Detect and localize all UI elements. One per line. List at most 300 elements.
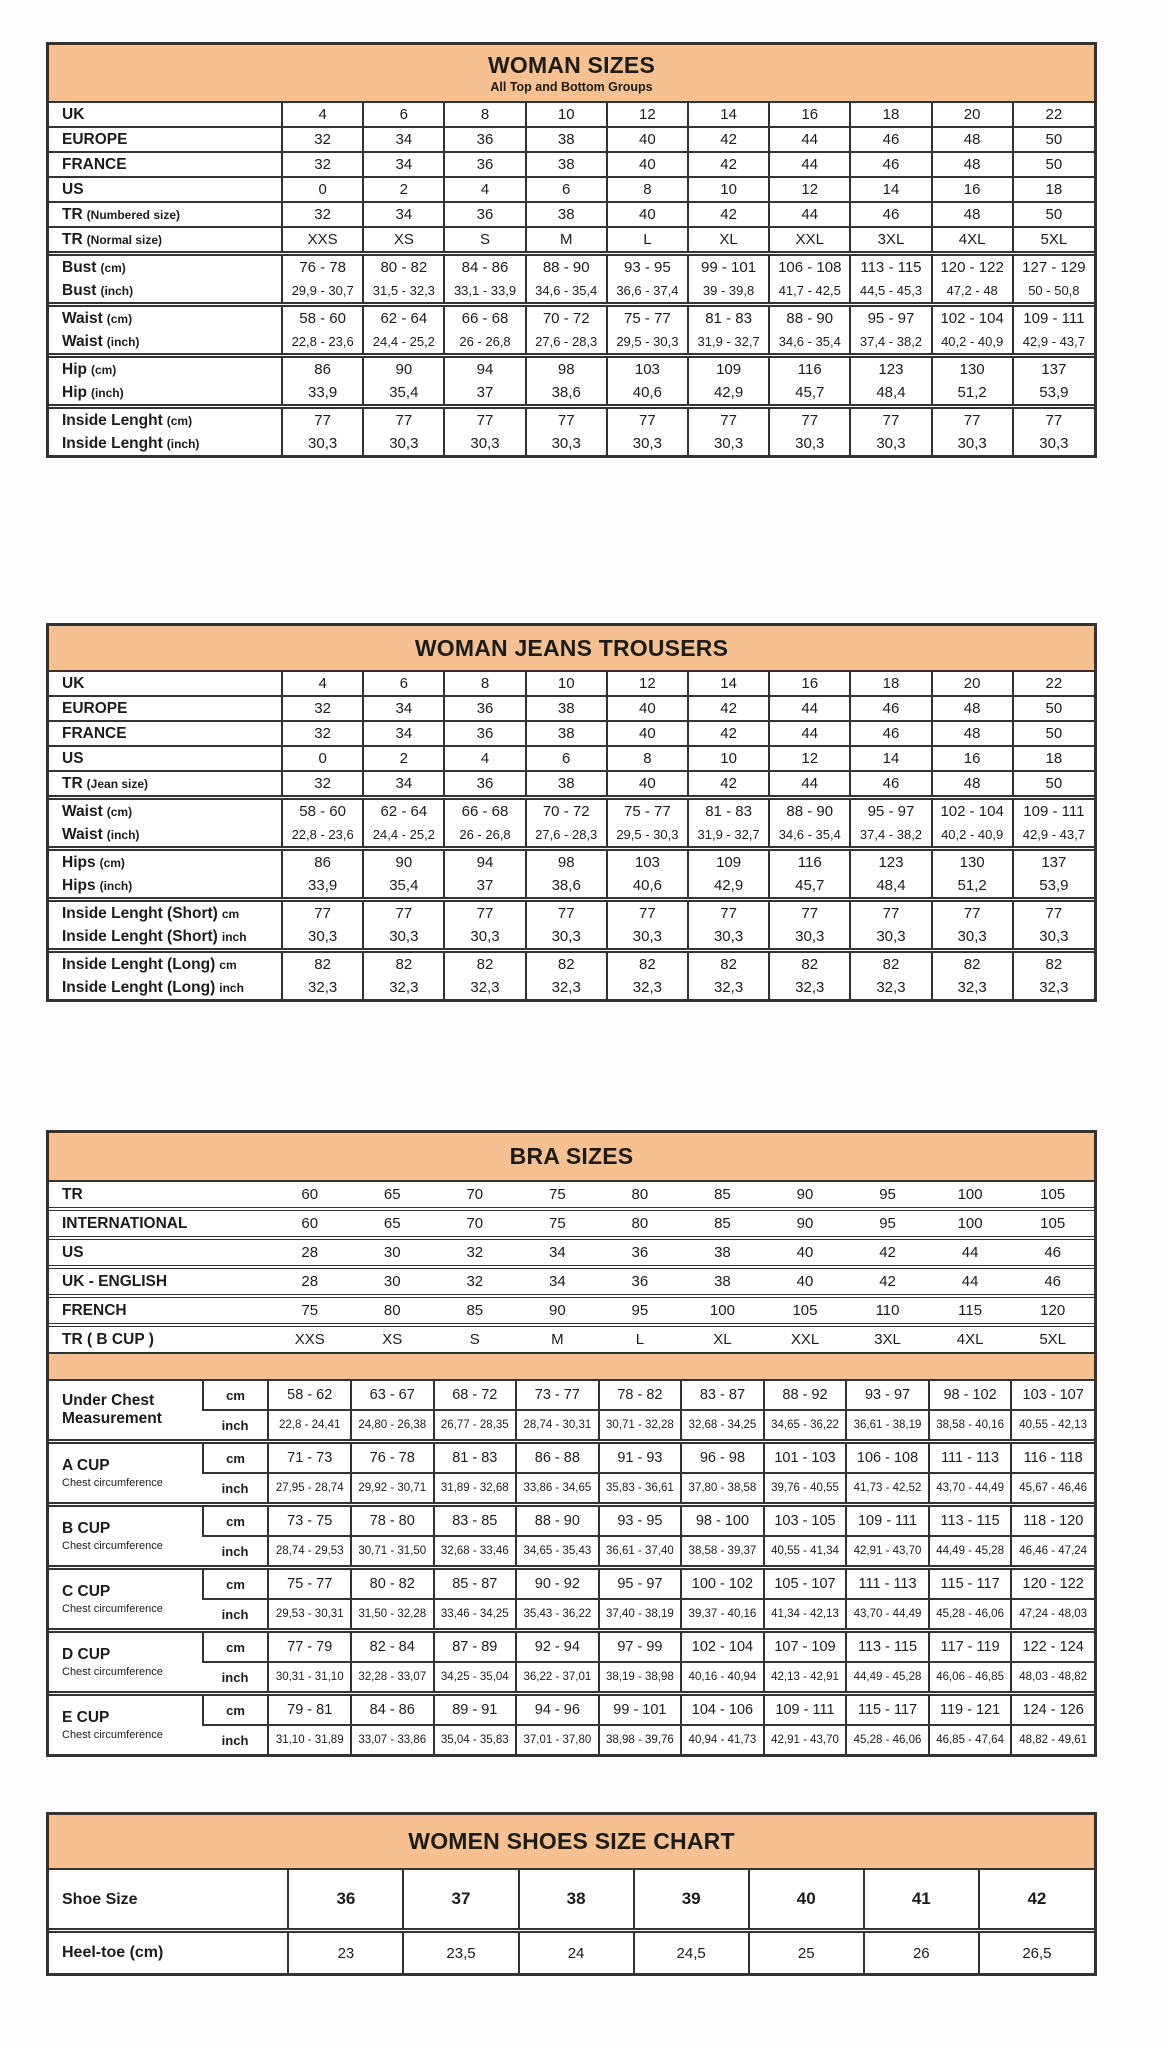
size-value: 42: [979, 1870, 1094, 1931]
size-value: 110: [846, 1296, 929, 1325]
size-value: 88 - 90: [769, 798, 850, 824]
size-value: 38: [519, 1870, 634, 1931]
unit-label: inch: [203, 1662, 269, 1694]
size-value: 30,3: [444, 925, 525, 951]
size-value: 37,4 - 38,2: [850, 823, 931, 849]
size-value: 47,24 - 48,03: [1011, 1599, 1094, 1631]
size-value: 34: [363, 721, 444, 746]
size-value: 45,7: [769, 381, 850, 407]
size-value: 36: [444, 721, 525, 746]
unit-label: cm: [203, 1568, 269, 1600]
size-value: 66 - 68: [444, 305, 525, 331]
size-value: 116 - 118: [1011, 1442, 1094, 1474]
row-label: [49, 330, 282, 356]
size-value: 33,86 - 34,65: [516, 1473, 599, 1505]
size-value: 48: [932, 127, 1013, 152]
table-row: [49, 798, 1094, 824]
size-value: 36: [444, 152, 525, 177]
size-value: 98: [526, 356, 607, 382]
size-value: 82: [850, 951, 931, 977]
size-value: 109: [688, 849, 769, 875]
size-value: 45,28 - 46,06: [929, 1599, 1012, 1631]
size-value: 12: [769, 746, 850, 771]
size-value: 82: [688, 951, 769, 977]
size-value: 76 - 78: [351, 1442, 434, 1474]
size-value: 34,25 - 35,04: [434, 1662, 517, 1694]
size-value: 37,40 - 38,19: [599, 1599, 682, 1631]
size-value: 6: [363, 103, 444, 127]
row-label-text: A CUP: [62, 1456, 110, 1474]
table-row: [49, 672, 1094, 696]
size-value: 116: [769, 356, 850, 382]
women-shoes-header: [49, 1815, 1094, 1870]
size-value: 86: [282, 849, 363, 875]
size-value: 115 - 117: [929, 1568, 1012, 1600]
row-label-text: D CUP: [62, 1645, 111, 1663]
size-value: 85: [434, 1296, 517, 1325]
size-value: 58 - 62: [268, 1380, 351, 1410]
row-label-text: Inside Lenght (Long): [62, 978, 216, 996]
table-row: [49, 227, 1094, 254]
row-label: [49, 305, 282, 331]
size-value: 38: [526, 696, 607, 721]
size-value: 40: [607, 696, 688, 721]
size-value: 12: [769, 177, 850, 202]
row-label: [49, 696, 282, 721]
size-value: 32: [282, 127, 363, 152]
size-value: 42,91 - 43,70: [846, 1536, 929, 1568]
table-row: [49, 1380, 1094, 1410]
size-value: 124 - 126: [1011, 1694, 1094, 1726]
row-label-text: US: [62, 180, 84, 198]
row-label: [49, 1505, 203, 1568]
size-value: 80: [599, 1209, 682, 1238]
size-value: 34: [363, 771, 444, 798]
size-value: M: [516, 1325, 599, 1353]
size-value: 32: [282, 202, 363, 227]
size-value: 70 - 72: [526, 305, 607, 331]
row-label-text: Under Chest Measurement: [62, 1392, 162, 1427]
size-value: 51,2: [932, 874, 1013, 900]
size-value: 82: [1013, 951, 1094, 977]
size-value: 86: [282, 356, 363, 382]
size-value: 31,9 - 32,7: [688, 823, 769, 849]
row-label-text: FRENCH: [62, 1301, 127, 1319]
size-value: 102 - 104: [681, 1631, 764, 1663]
size-value: 104 - 106: [681, 1694, 764, 1726]
size-value: 30,71 - 31,50: [351, 1536, 434, 1568]
size-value: 30,3: [769, 432, 850, 455]
size-value: 34,65 - 36,22: [764, 1410, 847, 1442]
size-value: 32,3: [282, 976, 363, 999]
size-value: 116: [769, 849, 850, 875]
size-value: 50: [1013, 771, 1094, 798]
size-value: 42: [688, 696, 769, 721]
table-row: [49, 1473, 1094, 1505]
row-label-text: INTERNATIONAL: [62, 1214, 188, 1232]
size-value: 130: [932, 356, 1013, 382]
size-value: 45,28 - 46,06: [846, 1725, 929, 1754]
size-value: 46: [850, 771, 931, 798]
size-value: 88 - 90: [769, 305, 850, 331]
size-value: 95 - 97: [599, 1568, 682, 1600]
size-value: 37,80 - 38,58: [681, 1473, 764, 1505]
size-value: 35,83 - 36,61: [599, 1473, 682, 1505]
row-label-unit: (Numbered size): [86, 207, 181, 222]
size-value: 71 - 73: [268, 1442, 351, 1474]
size-value: 32,3: [688, 976, 769, 999]
size-value: 28: [268, 1238, 351, 1267]
size-value: 2: [363, 746, 444, 771]
table-row: [49, 152, 1094, 177]
size-value: 109 - 111: [846, 1505, 929, 1537]
size-value: 119 - 121: [929, 1694, 1012, 1726]
size-value: 30,3: [688, 432, 769, 455]
size-value: 14: [688, 672, 769, 696]
size-value: 35,4: [363, 874, 444, 900]
size-value: 32,3: [526, 976, 607, 999]
size-value: 82: [444, 951, 525, 977]
table-row: [49, 305, 1094, 331]
size-value: 77: [769, 900, 850, 926]
size-value: 24,80 - 26,38: [351, 1410, 434, 1442]
row-label-text: EUROPE: [62, 130, 128, 148]
size-value: 78 - 80: [351, 1505, 434, 1537]
table-row: [49, 1662, 1094, 1694]
women-shoes-grid: [49, 1870, 1094, 1973]
size-value: 32: [434, 1267, 517, 1296]
size-value: 31,89 - 32,68: [434, 1473, 517, 1505]
size-value: 12: [607, 103, 688, 127]
row-label-unit: cm: [221, 906, 240, 921]
table-row: [49, 925, 1094, 951]
table-row: [49, 874, 1094, 900]
size-value: 90 - 92: [516, 1568, 599, 1600]
size-value: 32,3: [769, 976, 850, 999]
size-value: 40,55 - 42,13: [1011, 1410, 1094, 1442]
size-value: 32,3: [932, 976, 1013, 999]
size-value: 32: [434, 1238, 517, 1267]
size-value: 95 - 97: [850, 305, 931, 331]
table-row: [49, 330, 1094, 356]
size-value: 43,70 - 44,49: [846, 1599, 929, 1631]
row-label-note: Chest circumference: [62, 1602, 163, 1615]
size-value: 40: [607, 721, 688, 746]
row-label: [49, 1238, 268, 1267]
size-value: 123: [850, 849, 931, 875]
size-value: 30,3: [688, 925, 769, 951]
row-label: [49, 254, 282, 280]
size-value: 6: [363, 672, 444, 696]
size-value: 16: [932, 746, 1013, 771]
size-value: S: [434, 1325, 517, 1353]
size-value: 60: [301, 1186, 319, 1203]
size-value: 36,61 - 37,40: [599, 1536, 682, 1568]
size-value: 36: [444, 771, 525, 798]
row-label-unit: (inch): [90, 385, 124, 400]
size-value: 40: [607, 771, 688, 798]
size-value: 77: [526, 407, 607, 433]
row-label-text: UK: [62, 674, 85, 692]
size-value: 109 - 111: [1013, 305, 1094, 331]
size-value: 14: [688, 103, 769, 127]
size-value: S: [444, 227, 525, 254]
size-value: 23: [288, 1931, 403, 1974]
row-label-text: Hip: [62, 383, 87, 401]
size-value: 75 - 77: [607, 798, 688, 824]
row-label: [49, 925, 282, 951]
size-value: 29,5 - 30,3: [607, 330, 688, 356]
size-value: 120: [1011, 1296, 1094, 1325]
size-value: 24,4 - 25,2: [363, 330, 444, 356]
row-label-text: Inside Lenght: [62, 434, 163, 452]
row-label-text: Inside Lenght (Short): [62, 927, 218, 945]
size-value: 30,3: [607, 925, 688, 951]
size-value: 45,67 - 46,46: [1011, 1473, 1094, 1505]
size-value: 32,68 - 34,25: [681, 1410, 764, 1442]
size-value: 98: [526, 849, 607, 875]
size-value: 40: [764, 1267, 847, 1296]
size-value: 32,3: [1013, 976, 1094, 999]
size-value: 34,6 - 35,4: [769, 330, 850, 356]
table-row: [49, 1296, 1094, 1325]
size-value: 38: [526, 152, 607, 177]
size-value: 34: [363, 127, 444, 152]
size-value: 38: [681, 1238, 764, 1267]
row-label-unit: (cm): [90, 362, 117, 377]
row-label: [49, 279, 282, 305]
size-value: 109: [688, 356, 769, 382]
size-value: L: [599, 1325, 682, 1353]
size-value: 105: [1011, 1209, 1094, 1238]
size-value: 4: [444, 177, 525, 202]
table-row: [49, 1536, 1094, 1568]
size-value: 43,70 - 44,49: [929, 1473, 1012, 1505]
size-value: 117 - 119: [929, 1631, 1012, 1663]
unit-label: cm: [203, 1380, 269, 1410]
row-label-unit: (Jean size): [86, 776, 149, 791]
row-label-text: US: [62, 1243, 84, 1261]
size-value: 84 - 86: [444, 254, 525, 280]
size-value: 77: [363, 407, 444, 433]
size-value: 41,73 - 42,52: [846, 1473, 929, 1505]
size-value: 118 - 120: [1011, 1505, 1094, 1537]
row-label: [49, 874, 282, 900]
size-value: 30,3: [932, 432, 1013, 455]
row-label: [49, 798, 282, 824]
size-value: 42: [688, 771, 769, 798]
size-value: 34,6 - 35,4: [769, 823, 850, 849]
size-value: 27,6 - 28,3: [526, 330, 607, 356]
size-value: 46: [850, 152, 931, 177]
size-value: 90: [363, 849, 444, 875]
table-row: [49, 177, 1094, 202]
row-label-text: Hips: [62, 853, 96, 871]
table-row: [49, 279, 1094, 305]
size-value: 115: [929, 1296, 1012, 1325]
size-value: 120 - 122: [932, 254, 1013, 280]
size-value: 84 - 86: [351, 1694, 434, 1726]
row-label: [49, 1267, 268, 1296]
table-row: [49, 1209, 1094, 1238]
size-value: 70 - 72: [526, 798, 607, 824]
size-value: 80 - 82: [351, 1568, 434, 1600]
size-value: 97 - 99: [599, 1631, 682, 1663]
size-value: 30: [351, 1267, 434, 1296]
size-value: 30,3: [444, 432, 525, 455]
size-value: 37: [444, 381, 525, 407]
size-value: 36: [288, 1870, 403, 1931]
row-label: [49, 1209, 268, 1238]
table-row: [49, 1267, 1094, 1296]
size-value: 31,9 - 32,7: [688, 330, 769, 356]
row-label-text: Waist: [62, 309, 103, 327]
size-value: 98 - 100: [681, 1505, 764, 1537]
row-label-unit: inch: [221, 929, 247, 944]
size-value: 77: [1013, 407, 1094, 433]
size-value: 10: [688, 177, 769, 202]
size-value: 90: [516, 1296, 599, 1325]
size-value: 40,55 - 41,34: [764, 1536, 847, 1568]
size-value: 39: [634, 1870, 749, 1931]
size-value: 100 - 102: [681, 1568, 764, 1600]
row-label-note: Chest circumference: [62, 1665, 163, 1678]
size-value: 75: [516, 1209, 599, 1238]
size-value: 51,2: [932, 381, 1013, 407]
size-value: 38: [526, 771, 607, 798]
size-value: 100: [957, 1186, 983, 1203]
size-value: 8: [444, 672, 525, 696]
size-value: 96 - 98: [681, 1442, 764, 1474]
size-value: 75: [268, 1296, 351, 1325]
size-value: 48,4: [850, 381, 931, 407]
size-value: 6: [526, 177, 607, 202]
size-value: 39 - 39,8: [688, 279, 769, 305]
size-value: 31,50 - 32,28: [351, 1599, 434, 1631]
size-value: 90: [363, 356, 444, 382]
size-value: 102 - 104: [932, 305, 1013, 331]
size-value: 85: [681, 1209, 764, 1238]
size-value: 30,71 - 32,28: [599, 1410, 682, 1442]
row-label: [49, 152, 282, 177]
size-value: M: [526, 227, 607, 254]
size-value: 26: [864, 1931, 979, 1974]
size-value: 103 - 107: [1011, 1380, 1094, 1410]
size-value: 12: [607, 672, 688, 696]
size-value: 36: [599, 1267, 682, 1296]
row-label-text: E CUP: [62, 1708, 110, 1726]
size-value: 27,6 - 28,3: [526, 823, 607, 849]
size-value: 83 - 85: [434, 1505, 517, 1537]
table-row: [49, 721, 1094, 746]
table-row: [49, 1694, 1094, 1726]
size-value: 77: [932, 407, 1013, 433]
row-label: [49, 1325, 268, 1353]
size-value: 58 - 60: [282, 305, 363, 331]
size-value: 42: [688, 202, 769, 227]
size-value: 10: [526, 103, 607, 127]
size-value: 73 - 77: [516, 1380, 599, 1410]
row-label: [49, 177, 282, 202]
size-value: 33,1 - 33,9: [444, 279, 525, 305]
size-value: 38: [526, 202, 607, 227]
row-label-text: TR ( B CUP ): [62, 1330, 154, 1348]
size-value: 4: [282, 672, 363, 696]
bra-sizes-grid: [49, 1182, 1094, 1754]
row-label-text: Inside Lenght (Long): [62, 955, 216, 973]
size-value: 3XL: [850, 227, 931, 254]
size-value: 24,5: [634, 1931, 749, 1974]
row-label: [49, 1182, 268, 1209]
size-value: 29,5 - 30,3: [607, 823, 688, 849]
table-row: [49, 1442, 1094, 1474]
size-value: 32,28 - 33,07: [351, 1662, 434, 1694]
size-value: 46,46 - 47,24: [1011, 1536, 1094, 1568]
size-value: 105: [1040, 1186, 1066, 1203]
row-label-text: TR: [62, 774, 83, 792]
size-value: 30,3: [850, 432, 931, 455]
size-value: 44: [769, 696, 850, 721]
unit-label: inch: [203, 1473, 269, 1505]
size-value: 32: [282, 721, 363, 746]
size-value: 77: [769, 407, 850, 433]
table-row: [49, 1505, 1094, 1537]
row-label-text: C CUP: [62, 1582, 111, 1600]
size-value: 127 - 129: [1013, 254, 1094, 280]
size-value: 94 - 96: [516, 1694, 599, 1726]
row-label: [49, 771, 282, 798]
row-label: [49, 849, 282, 875]
size-value: 29,9 - 30,7: [282, 279, 363, 305]
size-value: 42,9 - 43,7: [1013, 823, 1094, 849]
size-value: 53,9: [1013, 874, 1094, 900]
size-value: 29,53 - 30,31: [268, 1599, 351, 1631]
row-label-text: FRANCE: [62, 155, 127, 173]
size-value: 90: [764, 1209, 847, 1238]
size-value: 81 - 83: [688, 798, 769, 824]
size-value: 40,16 - 40,94: [681, 1662, 764, 1694]
size-value: 45,7: [769, 874, 850, 900]
size-value: 41,34 - 42,13: [764, 1599, 847, 1631]
size-value: 32,3: [363, 976, 444, 999]
size-value: 76 - 78: [282, 254, 363, 280]
table-row: [49, 771, 1094, 798]
size-value: 36,22 - 37,01: [516, 1662, 599, 1694]
size-value: 35,43 - 36,22: [516, 1599, 599, 1631]
size-value: 4: [282, 103, 363, 127]
size-value: 38: [681, 1267, 764, 1296]
row-label-note: Chest circumference: [62, 1539, 163, 1552]
size-value: 20: [932, 103, 1013, 127]
row-label-text: B CUP: [62, 1519, 111, 1537]
size-value: 42: [688, 721, 769, 746]
table-row: [49, 976, 1094, 999]
size-value: 83 - 87: [681, 1380, 764, 1410]
size-value: 37: [403, 1870, 518, 1931]
table-row: [49, 746, 1094, 771]
row-label-text: TR: [62, 230, 83, 248]
size-value: 10: [688, 746, 769, 771]
row-label-text: Hip: [62, 360, 87, 378]
row-label-unit: (cm): [99, 855, 125, 870]
size-value: 81 - 83: [688, 305, 769, 331]
size-value: 75 - 77: [607, 305, 688, 331]
table-row: [49, 407, 1094, 433]
row-label-text: Waist: [62, 332, 103, 350]
women-shoes-table: [46, 1812, 1097, 1976]
size-value: 34: [516, 1267, 599, 1296]
size-value: 77: [607, 900, 688, 926]
